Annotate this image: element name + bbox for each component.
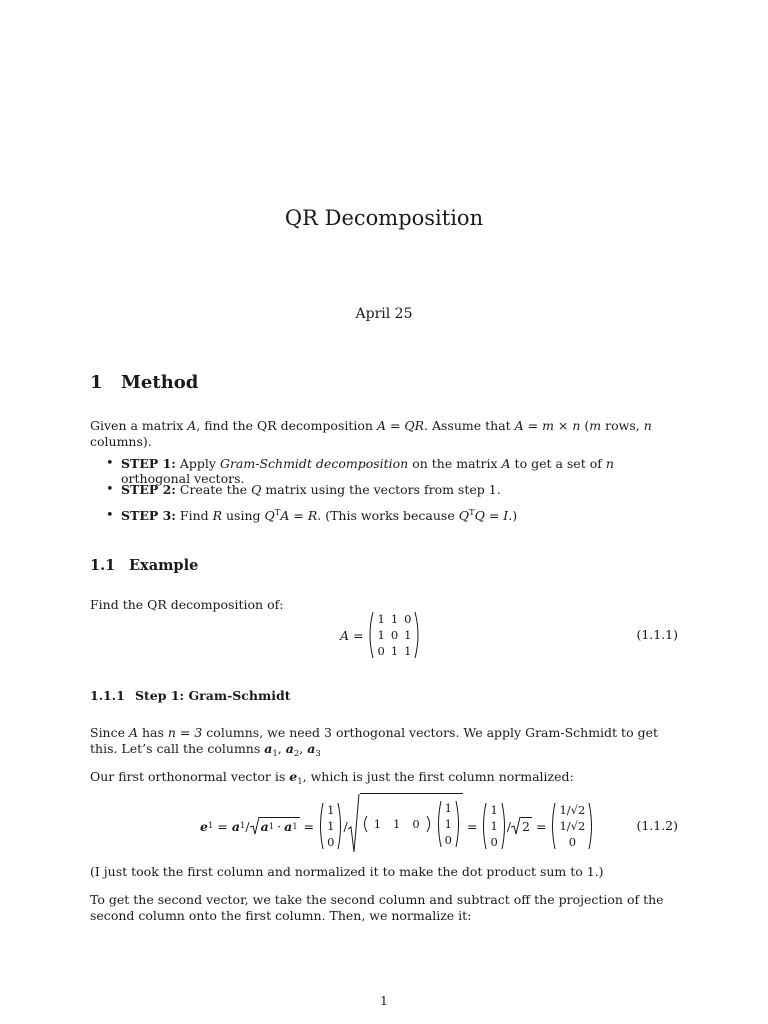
superscript: T	[274, 508, 281, 518]
matrix-cell: 1	[490, 818, 498, 833]
math-var: n	[605, 456, 614, 471]
second-vector-paragraph: To get the second vector, we take the second column and subtract off the projection of the second column onto the first column. Then, we normalize it:	[90, 892, 664, 923]
matrix-cell: 1	[404, 627, 412, 642]
section-title: Method	[121, 372, 199, 393]
matrix-cell: 1/√2	[559, 818, 586, 833]
step-label: STEP 3:	[121, 508, 176, 523]
document-date: April 25	[355, 306, 413, 322]
matrix-cell: 1	[373, 816, 382, 831]
note-paragraph: (I just took the first column and normalized it to make the dot product sum to 1.)	[90, 864, 604, 879]
text: to get a set of	[510, 456, 606, 471]
section-heading-method	[90, 372, 198, 393]
right-paren-icon	[455, 800, 461, 848]
text: Since	[90, 725, 129, 740]
find-paragraph: Find the QR decomposition of:	[90, 597, 284, 612]
math-var: A	[187, 418, 197, 433]
text: has	[138, 725, 168, 740]
list-item	[105, 456, 675, 486]
section-title: Step 1: Gram-Schmidt	[135, 688, 291, 703]
text: , which is just the first column normalized:	[302, 769, 574, 784]
equals-sign: =	[217, 818, 228, 834]
radicand	[360, 793, 463, 848]
equals-sign: =	[303, 818, 315, 834]
math-vector: e	[289, 769, 298, 784]
slash: /	[245, 818, 250, 834]
math-var: n	[643, 418, 652, 433]
section-number: 1	[90, 372, 103, 393]
matrix-cell: 1	[393, 816, 401, 831]
matrix-cell: 0	[568, 834, 577, 849]
text: , find the QR decomposition	[196, 418, 377, 433]
first-vector-paragraph	[90, 769, 678, 785]
subsubsection-heading-gram-schmidt	[90, 688, 291, 703]
intro-paragraph	[90, 418, 678, 450]
text: columns, we need 3 orthogonal vectors. We apply Gram-Schmidt to get this. Let’s call the columns	[90, 725, 658, 756]
sqrt-expression	[348, 799, 463, 853]
text: orthogonal vectors.	[121, 471, 245, 486]
math-expr: Q = I	[474, 508, 509, 523]
matrix-cell: 1	[490, 802, 498, 817]
math-expr: n = 3	[167, 725, 203, 740]
math-expr: A = QR	[376, 418, 425, 433]
sqrt-icon	[250, 817, 259, 835]
matrix-table	[374, 611, 414, 659]
matrix-cell: 0	[444, 832, 452, 847]
math-var: m	[589, 418, 602, 433]
equals-sign: =	[467, 818, 478, 834]
document-title: QR Decomposition	[284, 206, 484, 230]
left-paren-icon	[367, 611, 374, 659]
equals-sign: =	[535, 818, 547, 834]
matrix-table	[368, 817, 426, 832]
math-var: A	[501, 456, 511, 471]
superscript: T	[468, 508, 475, 518]
matrix-cell: 1/√2	[559, 802, 586, 817]
math-vector: a	[307, 741, 316, 756]
matrix-cell: 1	[444, 800, 452, 815]
sqrt-expression	[511, 817, 532, 835]
matrix-cell: 1	[327, 802, 335, 817]
list-item	[105, 508, 675, 534]
section-number: 1.1	[90, 557, 116, 574]
math-var: A	[128, 725, 139, 740]
sqrt-expression	[250, 817, 300, 835]
math-expr: A = m × n	[514, 418, 581, 433]
matrix-table	[324, 802, 337, 850]
equation-1-1-1	[340, 611, 421, 659]
slash: /	[506, 818, 512, 834]
math-vector: a	[231, 818, 240, 834]
dot-operator: ·	[277, 819, 282, 834]
sqrt-icon	[348, 793, 360, 853]
matrix-cell: 1	[404, 643, 412, 658]
text: Create the	[175, 482, 252, 497]
matrix-A	[367, 611, 421, 659]
math-vector: a	[260, 819, 269, 834]
math-var: Q	[251, 482, 262, 497]
page-number: 1	[380, 994, 388, 1008]
matrix-cell: 1	[327, 818, 335, 833]
matrix-cell: 0	[404, 611, 412, 626]
radicand: a 1 · a 1	[260, 819, 298, 834]
step-label: STEP 2:	[121, 482, 176, 497]
right-paren-icon	[426, 815, 432, 833]
math-var: Q	[264, 508, 275, 523]
emphasis: Gram-Schmidt decomposition	[219, 456, 409, 471]
text: Find	[175, 508, 213, 523]
text: on the matrix	[408, 456, 502, 471]
subscript: 3	[315, 749, 321, 759]
sqrt-icon	[511, 817, 520, 835]
subsection-heading-example	[90, 557, 198, 574]
text: (	[580, 418, 590, 433]
matrix-cell: 0	[412, 816, 420, 831]
text: Our first orthonormal vector is	[90, 769, 290, 784]
math-var: R	[212, 508, 223, 523]
text: . (This works because	[317, 508, 459, 523]
text: Apply	[175, 456, 220, 471]
radicand: 2	[522, 819, 530, 834]
since-paragraph: Since A has n = 3 columns, we need 3 orthogonal vectors. We apply Gram-Schmidt to get this. Let’s call the columns $a_1$, $a_2$, $a_3$	[90, 725, 658, 759]
subscript: 1	[272, 749, 278, 759]
equation-number: (1.1.2)	[636, 818, 678, 833]
math-vector: a	[285, 741, 294, 756]
matrix-cell: 0	[490, 834, 498, 849]
step-label: STEP 1:	[121, 456, 176, 471]
matrix-cell: 1	[390, 643, 399, 658]
row-vector	[362, 815, 432, 833]
slash: /	[343, 818, 348, 834]
matrix-table	[442, 800, 455, 848]
matrix-cell: 0	[390, 627, 399, 642]
matrix-cell: 1	[444, 816, 452, 831]
section-number: 1.1.1	[90, 688, 125, 703]
matrix-cell: 1	[377, 611, 385, 626]
subscript: 2	[293, 749, 300, 759]
matrix-cell: 0	[377, 643, 385, 658]
matrix-table	[556, 802, 588, 850]
text: rows,	[601, 418, 644, 433]
text: using	[222, 508, 265, 523]
text: columns).	[90, 434, 152, 449]
subscript: 1	[297, 777, 303, 787]
matrix-cell: 0	[327, 834, 335, 849]
equation-number: (1.1.1)	[636, 627, 678, 642]
matrix-cell: 1	[390, 611, 399, 626]
column-vector	[436, 800, 461, 848]
equation-lhs: A =	[340, 627, 364, 643]
math-vector: a	[284, 819, 293, 834]
text: . Assume that	[424, 418, 515, 433]
matrix-cell: 1	[377, 627, 385, 642]
right-paren-icon	[588, 802, 594, 850]
math-vector: e	[200, 818, 208, 834]
math-expr: A = R	[280, 508, 318, 523]
right-paren-icon	[414, 611, 421, 659]
column-vector	[318, 802, 343, 850]
math-var: Q	[458, 508, 469, 523]
result-vector	[550, 802, 594, 850]
math-vector: a	[264, 741, 273, 756]
text: Given a matrix	[90, 418, 188, 433]
steps-list	[105, 456, 675, 534]
list-item	[105, 482, 675, 508]
equation-1-1-2: e 1 = a 1 / a 1 · a 1 = 1 1 0 / 1 1 0 1 1 0 = 1 1 0 / 2 = 1/√2 1/√2 0	[200, 800, 594, 852]
column-vector	[481, 802, 506, 850]
text: .)	[508, 508, 518, 523]
matrix-table	[487, 802, 500, 850]
section-title: Example	[129, 557, 199, 574]
text: matrix using the vectors from step 1.	[261, 482, 501, 497]
